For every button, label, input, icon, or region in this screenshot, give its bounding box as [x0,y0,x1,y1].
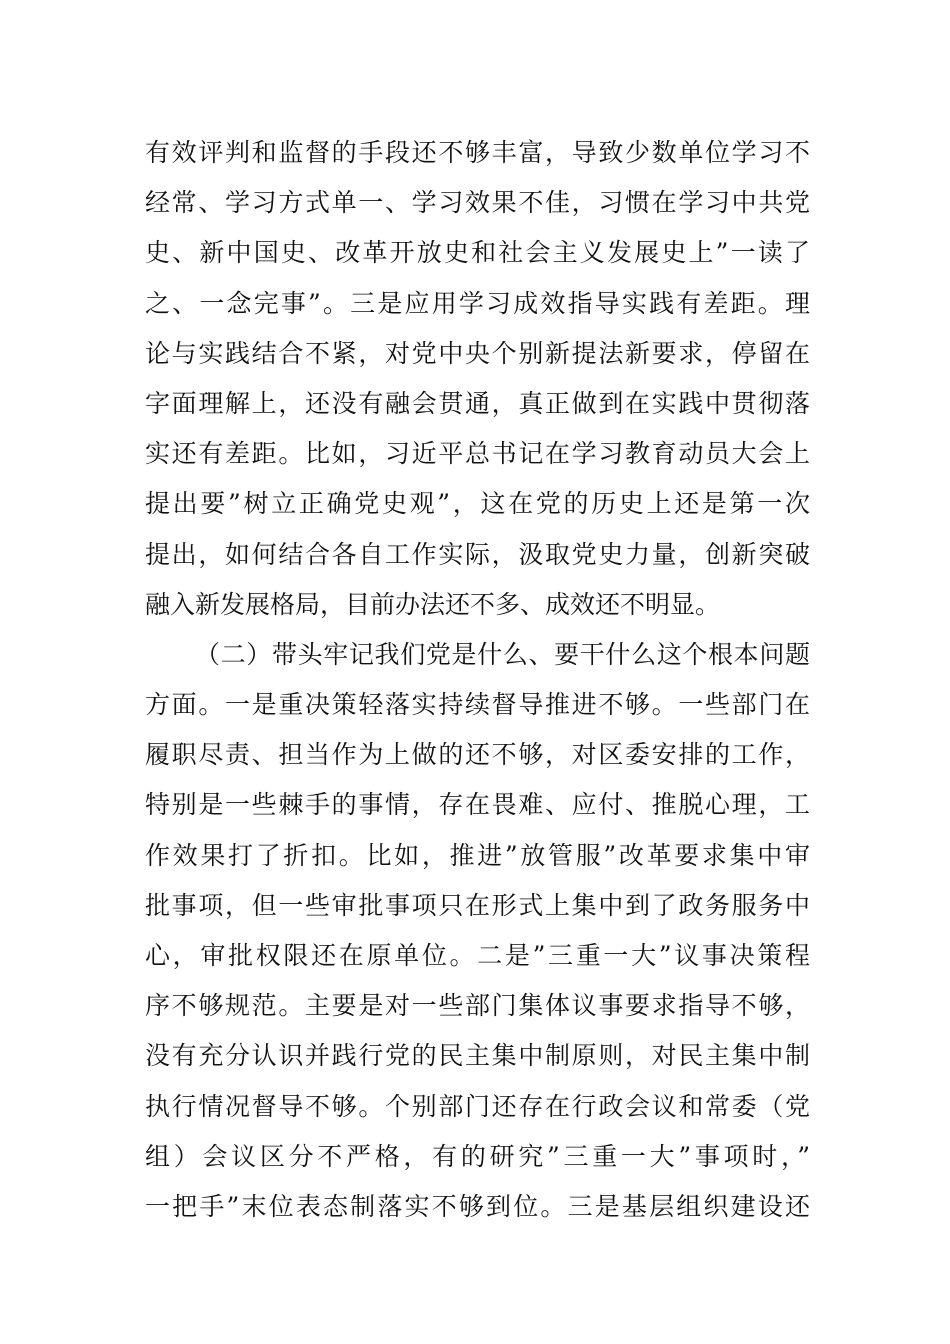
text-line: 履职尽责、担当作为上做的还不够，对区委安排的工作， [145,740,810,770]
text-line: 作效果打了折扣。比如，推进”放管服”改革要求集中审 [145,840,810,870]
text-line: 心，审批权限还在原单位。二是”三重一大”议事决策程 [145,941,810,970]
text-line: 实还有差距。比如，习近平总书记在学习教育动员大会上 [145,439,810,469]
text-line: 没有充分认识并践行党的民主集中制原则，对民主集中制 [145,1041,810,1071]
text-line: 组）会议区分不严格，有的研究”三重一大”事项时，” [145,1141,810,1171]
text-line: 史、新中国史、改革开放史和社会主义发展史上”一读了 [145,238,810,268]
section-heading-line: （二）带头牢记我们党是什么、要干什么这个根本问题 [195,639,810,669]
text-line: 批事项，但一些审批事项只在形式上集中到了政务服务中 [145,890,810,920]
text-line: 方面。一是重决策轻落实持续督导推进不够。一些部门在 [145,690,810,720]
text-line: 提出要”树立正确党史观”，这在党的历史上还是第一次 [145,489,810,519]
paragraph-end-line: 融入新发展格局，目前办法还不多、成效还不明显。 [145,589,721,619]
text-line: 序不够规范。主要是对一些部门集体议事要求指导不够， [145,991,810,1021]
text-line: 有效评判和监督的手段还不够丰富，导致少数单位学习不 [145,138,810,167]
text-line: 提出，如何结合各自工作实际，汲取党史力量，创新突破 [145,539,810,569]
text-line: 执行情况督导不够。个别部门还存在行政会议和常委（党 [145,1091,810,1121]
text-line: 字面理解上，还没有融会贯通，真正做到在实践中贯彻落 [145,388,810,418]
text-line: 论与实践结合不紧，对党中央个别新提法新要求，停留在 [145,338,810,368]
text-line: 之、一念完事”。三是应用学习成效指导实践有差距。理 [145,288,810,318]
text-line: 一把手”末位表态制落实不够到位。三是基层组织建设还 [145,1191,810,1221]
text-line: 特别是一些棘手的事情，存在畏难、应付、推脱心理，工 [145,790,810,820]
text-line: 经常、学习方式单一、学习效果不佳，习惯在学习中共党 [145,188,810,218]
body-text [145,128,810,1232]
